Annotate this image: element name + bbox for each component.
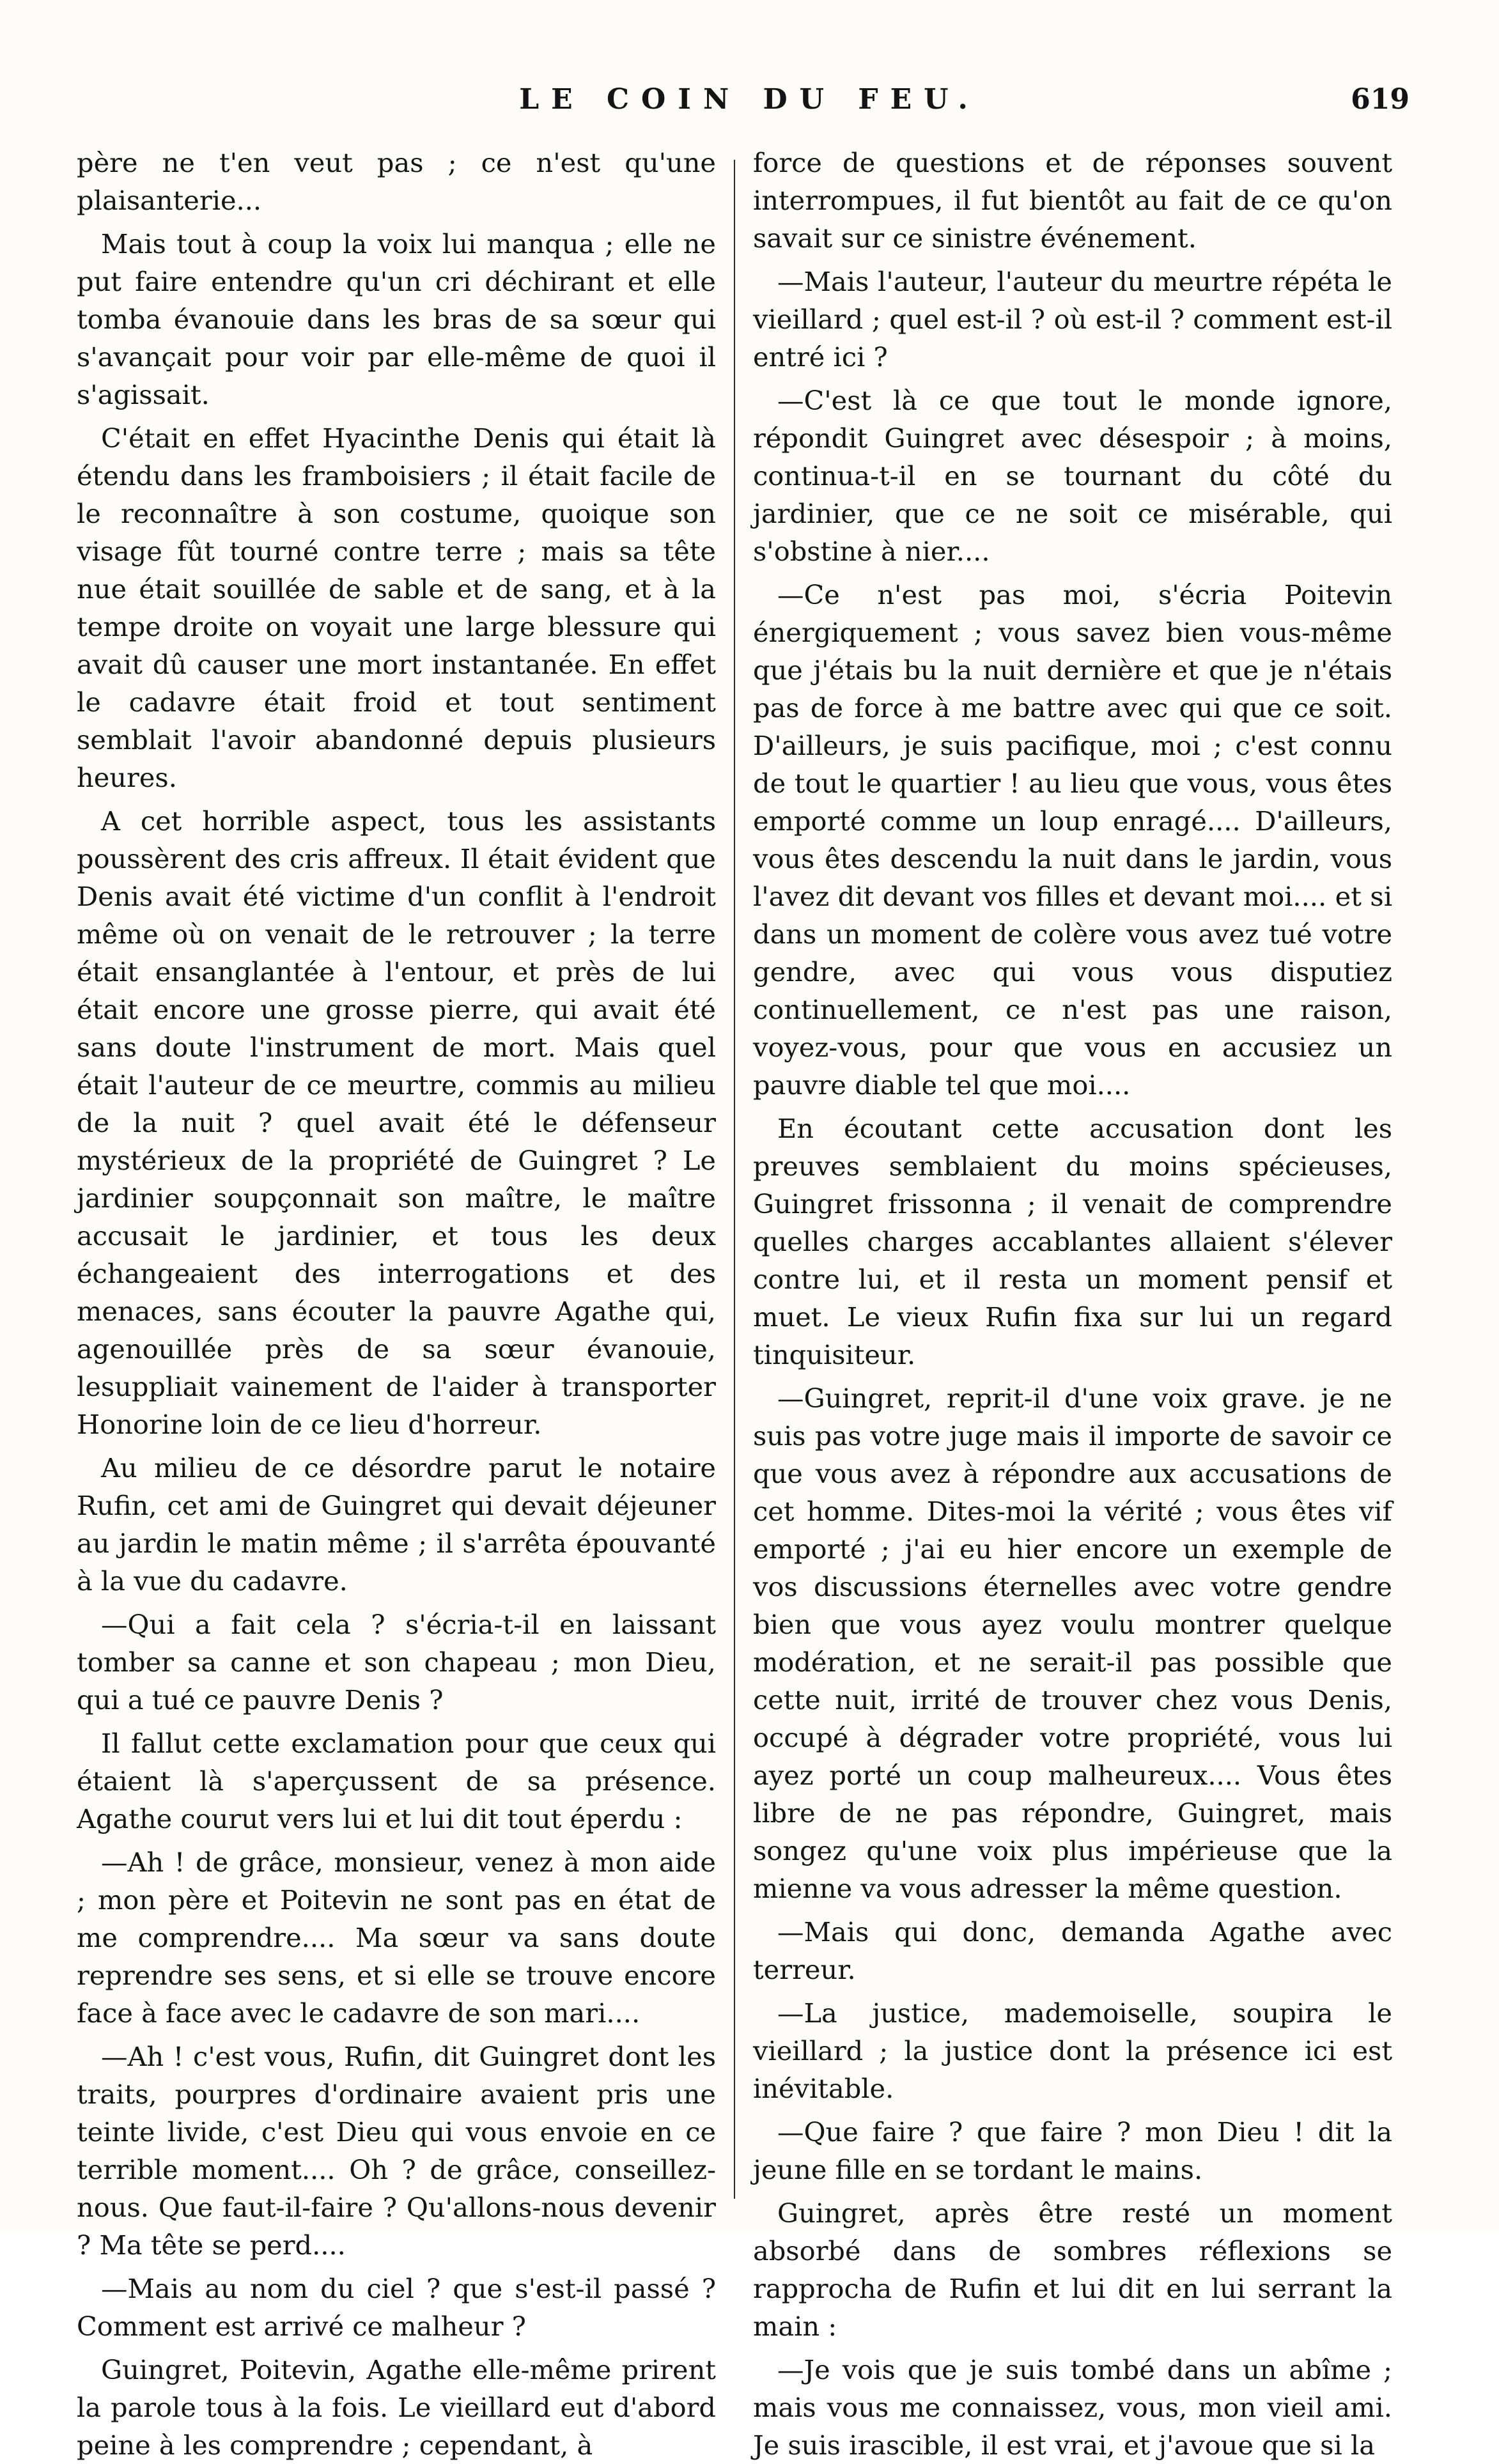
page-number: 619 xyxy=(1351,83,1410,116)
paragraph: Mais tout à coup la voix lui manqua ; elle ne put faire entendre qu'un cri déchirant et elle tomba évanouie dans les bras de sa sœur qui s'avançait pour voir par elle-même de quoi il s'agissait. xyxy=(77,228,716,410)
right-column xyxy=(753,144,1392,2461)
paragraph: —Mais au nom du ciel ? que s'est-il passé ? Comment est arrivé ce malheur ? xyxy=(77,2273,716,2342)
paragraph: force de questions et de réponses souvent interrompues, il fut bientôt au fait de ce qu'on savait sur ce sinistre événement. xyxy=(753,147,1392,254)
paragraph: —Qui a fait cela ? s'écria-t-il en laissant tomber sa canne et son chapeau ; mon Dieu, qui a tué ce pauvre Denis ? xyxy=(77,1609,716,1716)
paragraph: En écoutant cette accusation dont les preuves semblaient du moins spécieuses, Guingret frissonna ; il venait de comprendre quelles charges accablantes allaient s'élever contre lui, et il resta un moment pensif et muet. Le vieux Rufin fixa sur lui un regard tinquisiteur. xyxy=(753,1113,1392,1370)
column-divider xyxy=(734,160,735,2199)
paragraph: —Mais qui donc, demanda Agathe avec terreur. xyxy=(753,1916,1392,1985)
paragraph: A cet horrible aspect, tous les assistants poussèrent des cris affreux. Il était évident que Denis avait été victime d'un conflit à l'endroit même où on venait de le retrouver ; la terre était ensanglantée à l'entour, et près de lui était encore une grosse pierre, qui avait été sans doute l'instrument de mort. Mais quel était l'auteur de ce meurtre, commis au milieu de la nuit ? quel avait été le défenseur mystérieux de la propriété de Guingret ? Le jardinier soupçonnait son maître, le maître accusait le jardinier, et tous les deux échangeaient des interrogations et des menaces, sans écouter la pauvre Agathe qui, agenouillée près de sa sœur évanouie, lesuppliait vainement de l'aider à transporter Honorine loin de ce lieu d'horreur. xyxy=(77,805,716,1440)
paragraph: —Guingret, reprit-il d'une voix grave. je ne suis pas votre juge mais il importe de savoir ce que vous avez à répondre aux accusations de cet homme. Dites-moi la vérité ; vous êtes vif emporté ; j'ai eu hier encore un exemple de vos discussions éternelles avec votre gendre bien que vous ayez voulu montrer quelque modération, et ne serait-il pas possible que cette nuit, irrité de trouver chez vous Denis, occupé à dégrader votre propriété, vous lui ayez porté un coup malheureux.... Vous êtes libre de ne pas répondre, Guingret, mais songez qu'une voix plus impérieuse que la mienne va vous adresser la même question. xyxy=(753,1383,1392,1904)
paragraph: —Que faire ? que faire ? mon Dieu ! dit la jeune fille en se tordant le mains. xyxy=(753,2116,1392,2185)
paragraph: Guingret, Poitevin, Agathe elle-même prirent la parole tous à la fois. Le vieillard eut d'abord peine à les comprendre ; cependant, à xyxy=(77,2354,716,2461)
paragraph: —Je vois que je suis tombé dans un abîme ; mais vous me connaissez, vous, mon vieil ami. Je suis irascible, il est vrai, et j'avoue que si la xyxy=(753,2354,1392,2461)
paragraph: —Mais l'auteur, l'auteur du meurtre répéta le vieillard ; quel est-il ? où est-il ? comment est-il entré ici ? xyxy=(753,266,1392,373)
paragraph: —Ah ! de grâce, monsieur, venez à mon aide ; mon père et Poitevin ne sont pas en état de me comprendre.... Ma sœur va sans doute reprendre ses sens, et si elle se trouve encore face à face avec le cadavre de son mari.... xyxy=(77,1847,716,2029)
paragraph: Guingret, après être resté un moment absorbé dans de sombres réflexions se rapprocha de Rufin et lui dit en lui serrant la main : xyxy=(753,2197,1392,2342)
paragraph: —C'est là ce que tout le monde ignore, répondit Guingret avec désespoir ; à moins, continua-t-il en se tournant du côté du jardinier, que ce ne soit ce misérable, qui s'obstine à nier.... xyxy=(753,385,1392,567)
paragraph: Au milieu de ce désordre parut le notaire Rufin, cet ami de Guingret qui devait déjeuner au jardin le matin même ; il s'arrêta épouvanté à la vue du cadavre. xyxy=(77,1452,716,1597)
paragraph: —Ce n'est pas moi, s'écria Poitevin énergiquement ; vous savez bien vous-même que j'étais bu la nuit dernière et que je n'étais pas de force à me battre avec qui que ce soit. D'ailleurs, je suis pacifique, moi ; c'est connu de tout le quartier ! au lieu que vous, vous êtes emporté comme un loup enragé.... D'ailleurs, vous êtes descendu la nuit dans le jardin, vous l'avez dit devant vos filles et devant moi.... et si dans un moment de colère vous avez tué votre gendre, avec qui vous vous disputiez continuellement, ce n'est pas une raison, voyez-vous, pour que vous en accusiez un pauvre diable tel que moi.... xyxy=(753,579,1392,1101)
paragraph: C'était en effet Hyacinthe Denis qui était là étendu dans les framboisiers ; il était facile de le reconnaître à son costume, quoique son visage fût tourné contre terre ; mais sa tête nue était souillée de sable et de sang, et à la tempe droite on voyait une large blessure qui avait dû causer une mort instantanée. En effet le cadavre était froid et tout sentiment semblait l'avoir abandonné depuis plusieurs heures. xyxy=(77,422,716,793)
paragraph: Il fallut cette exclamation pour que ceux qui étaient là s'aperçussent de sa présence. Agathe courut vers lui et lui dit tout éperdu : xyxy=(77,1728,716,1834)
left-column xyxy=(77,144,716,2461)
page-header xyxy=(77,83,1422,134)
paragraph: —Ah ! c'est vous, Rufin, dit Guingret dont les traits, pourpres d'ordinaire avaient pris une teinte livide, c'est Dieu qui vous envoie en ce terrible moment.... Oh ? de grâce, conseillez-nous. Que faut-il-faire ? Qu'allons-nous devenir ? Ma tête se perd.... xyxy=(77,2041,716,2261)
paragraph: —La justice, mademoiselle, soupira le vieillard ; la justice dont la présence ici est inévitable. xyxy=(753,1997,1392,2104)
running-title: LE COIN DU FEU. xyxy=(519,83,980,116)
paragraph: père ne t'en veut pas ; ce n'est qu'une plaisanterie... xyxy=(77,147,716,216)
